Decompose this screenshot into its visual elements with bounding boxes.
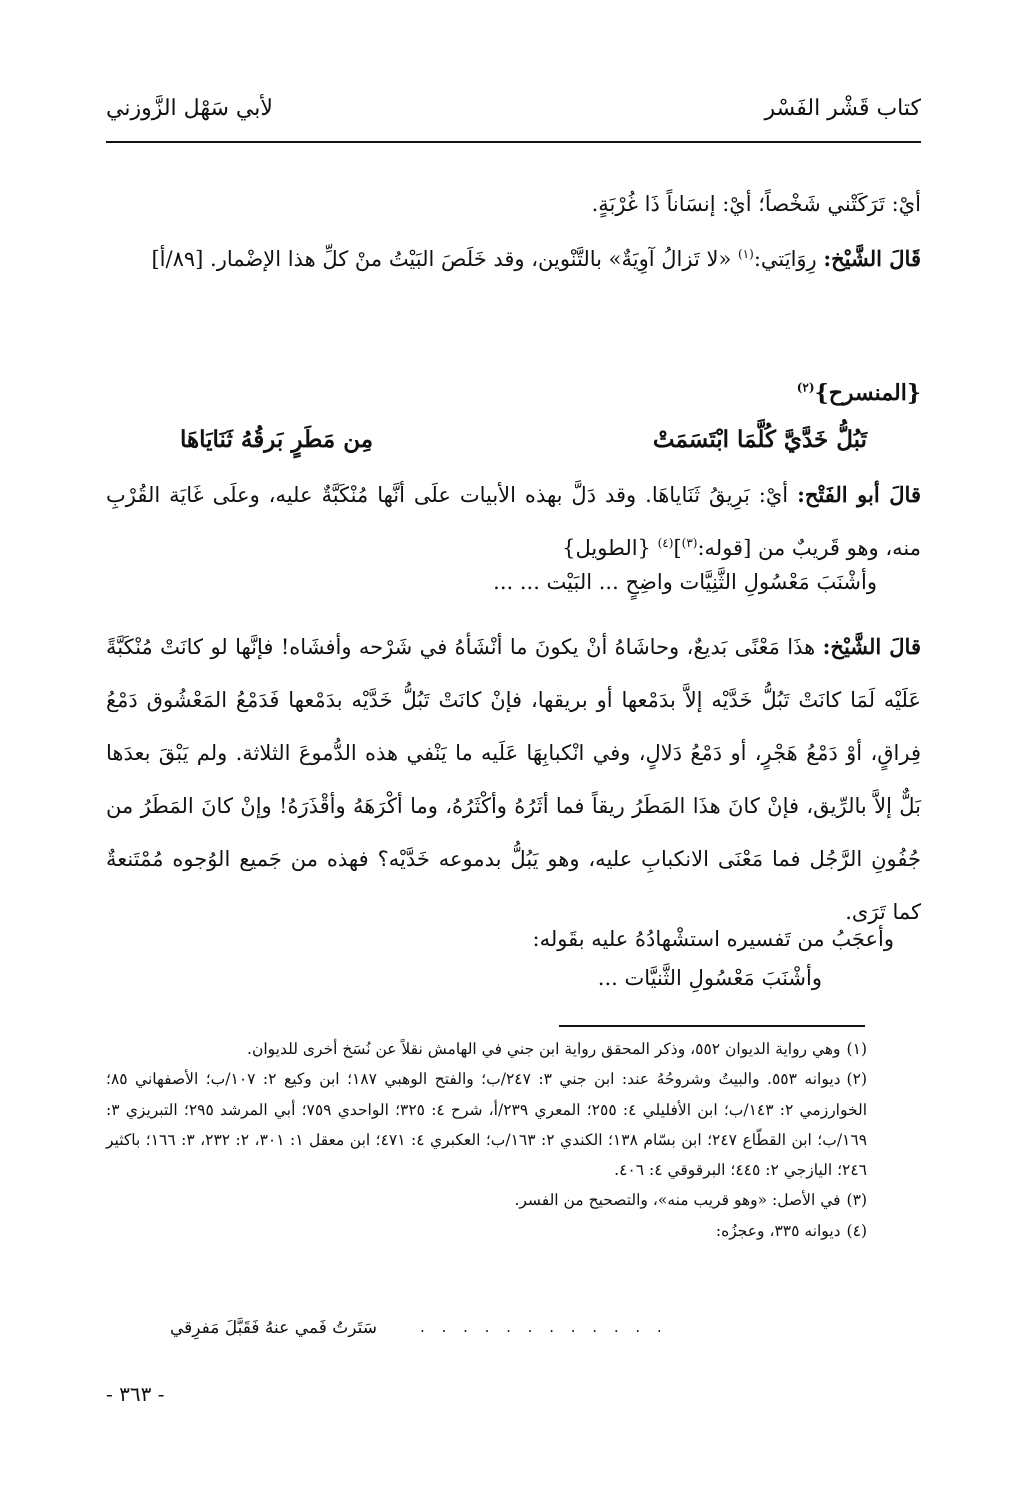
header-author: لأبي سَهْل الزَّوزني xyxy=(106,96,273,121)
running-header xyxy=(106,96,921,136)
paragraph-1: أيْ: تَرَكَتْني شَخْصاً؛ أيْ: إنسَاناً ذَا غُرْبَةٍ. xyxy=(591,192,921,216)
footnote xyxy=(106,1034,867,1064)
paragraph-4 xyxy=(106,620,921,939)
header-book-title: كتاب قَشْر الفَسْر xyxy=(764,96,921,121)
paragraph-3 xyxy=(106,468,921,575)
footnote-number: (٤) xyxy=(846,1221,867,1240)
footnote-divider xyxy=(559,1025,865,1027)
footnote-verse: سَتَرتُ فَمي عنهُ فَقَبَّلَ مَفرِقي xyxy=(170,1318,377,1338)
footnote-number: (١) xyxy=(846,1040,867,1058)
paragraph-text: «لا تَزالُ آوِيَةٌ» بالتَّنْوين، وقد خَلَصَ البَيْتُ منْ كلِّ هذا الإضْمار. xyxy=(210,247,738,271)
paragraph-text: هذَا مَعْنًى بَديعٌ، وحاشَاهُ أنْ يكونَ ما أنْشَأهُ في شَرْحه وأفشَاه! فإنَّها لو كانَتْ مُنْكَبَّةً عَلَيْه لَمَا كانَتْ تَبُلُّ خَدَّيْه إلاَّ بدَمْعها أو بريقها، فإنْ كانَتْ تَبُلُّ خَدَّيْه بدَمْعها فَدَمْعُ المَعْشُوق دَمْعُ فِراقٍ، أوْ دَمْعُ هَجْرٍ، أو دَمْعُ دَلالٍ، وفي انْكبابِهَا عَلَيه ما يَنْفي هذه الدُّموعَ الثلاثة. ولم يَبْقَ بعدَها بَلٌّ إلاَّ بالرِّيق، فإنْ كانَ هذَا المَطَرُ ريقاً فما أثَرُهُ وأكْثَرُهُ، وما أكْرَهَهُ وأقْذَرَهُ! وإنْ كانَ المَطَرُ من جُفُونِ الرَّجُل فما مَعْنَى الانكبابِ عليه، وهو يَبُلُّ بدموعه خَدَّيْه؟ فهذه من جَميع الوُجوه مُمْتَنعةٌ كما تَرَى. xyxy=(106,635,921,924)
header-divider xyxy=(106,141,921,143)
paragraph-text: رِوَايَتي: xyxy=(753,247,824,271)
footnote-number: (٣) xyxy=(846,1191,867,1210)
verse-first-hemistich: تَبُلُّ خَدَّيَّ كُلَّمَا ابْتَسَمَتْ xyxy=(652,426,867,453)
footnote-marker: (١) xyxy=(737,247,754,261)
paragraph-2 xyxy=(106,232,921,286)
quoted-verse-2: وأشْنَبَ مَعْسُولِ الثَّنيَّات ... xyxy=(597,966,822,990)
meter-label: {الطويل} xyxy=(562,536,658,560)
paragraph-text: أيْ: بَرِيقُ ثَنَاياهَا. وقد دَلَّ بهذه الأبيات علَى أنَّها مُنْكَبَّةٌ عليه، وعلَى غَايَة القُرْبِ منه، وهو قَريبٌ من [قوله: xyxy=(106,483,921,560)
footnote xyxy=(106,1216,867,1246)
speaker-label: قَالَ الشَّيْخ: xyxy=(823,246,921,271)
speaker-label: قالَ أبو الفَتْح: xyxy=(797,482,921,507)
meter-label: {المنسرح} xyxy=(814,380,921,406)
footnote-text: وهي رواية الديوان ٥٥٢، وذكر المحقق رواية ابن جني في الهامش نقلاً عن نُسَخ أخرى للديوان. xyxy=(247,1040,841,1058)
footnote-marker: (٣) xyxy=(681,536,698,550)
footnote xyxy=(106,1064,867,1185)
footnote-marker: (٤) xyxy=(657,536,674,550)
footnote xyxy=(106,1185,867,1215)
paragraph-5: وأعجَبُ من تَفسيره استشْهادُهُ عليه بقَوله: xyxy=(532,927,894,951)
footnotes xyxy=(106,1034,867,1246)
quoted-verse-1: وأشْنَبَ مَعْسُولِ الثَّنِيَّات واضِحٍ ... البَيْت ... ... xyxy=(493,570,877,594)
meter-heading xyxy=(797,380,921,406)
footnote-verse-ellipsis: . . . . . . . . . . . . xyxy=(420,1318,668,1336)
footnote-text: في الأصل: «وهو قريب منه»، والتصحيح من الفسر. xyxy=(514,1191,841,1210)
footnote-marker: (٢) xyxy=(796,380,815,395)
page-number: - ٣٦٣ - xyxy=(106,1382,165,1406)
footnote-text: ديوانه ٥٥٣. والبيتُ وشروحُهُ عند: ابن جني ٣: ٢٤٧/ب؛ والفتح الوهبي ١٨٧؛ ابن وكيع ٢: ١٠٧/ب؛ الأصفهاني ٨٥؛ الخوارزمي ٢: ١٤٣/ب؛ ابن الأفليلي ٤: ٢٥٥؛ المعري ٢٣٩/أ، شرح ٤: ٣٢٥؛ الواحدي ٧٥٩؛ أبي المرشد ٢٩٥؛ التبريزي ٣: ١٦٩/ب؛ ابن القطّاع ٢٤٧؛ ابن بسّام ١٣٨؛ الكندي ٢: ١٦٣/ب؛ العكبري ٤: ٤٧١؛ ابن معقل ١: ٣٠١، ٢: ٢٣٢، ٣: ١٦٦؛ باكثير ٢٤٦؛ اليازجي ٢: ٤٤٥؛ البرقوقي ٤: ٤٠٦. xyxy=(106,1070,868,1180)
footnote-number: (٢) xyxy=(846,1070,867,1089)
speaker-label: قالَ الشَّيْخ: xyxy=(822,634,921,659)
bracket: ] xyxy=(673,536,682,560)
verse-second-hemistich: مِن مَطَرٍ بَرقُهُ ثَنَايَاهَا xyxy=(180,426,374,453)
manuscript-reference: [٨٩/أ] xyxy=(151,247,204,271)
footnote-text: ديوانه ٣٣٥، وعجزُه: xyxy=(715,1221,841,1240)
